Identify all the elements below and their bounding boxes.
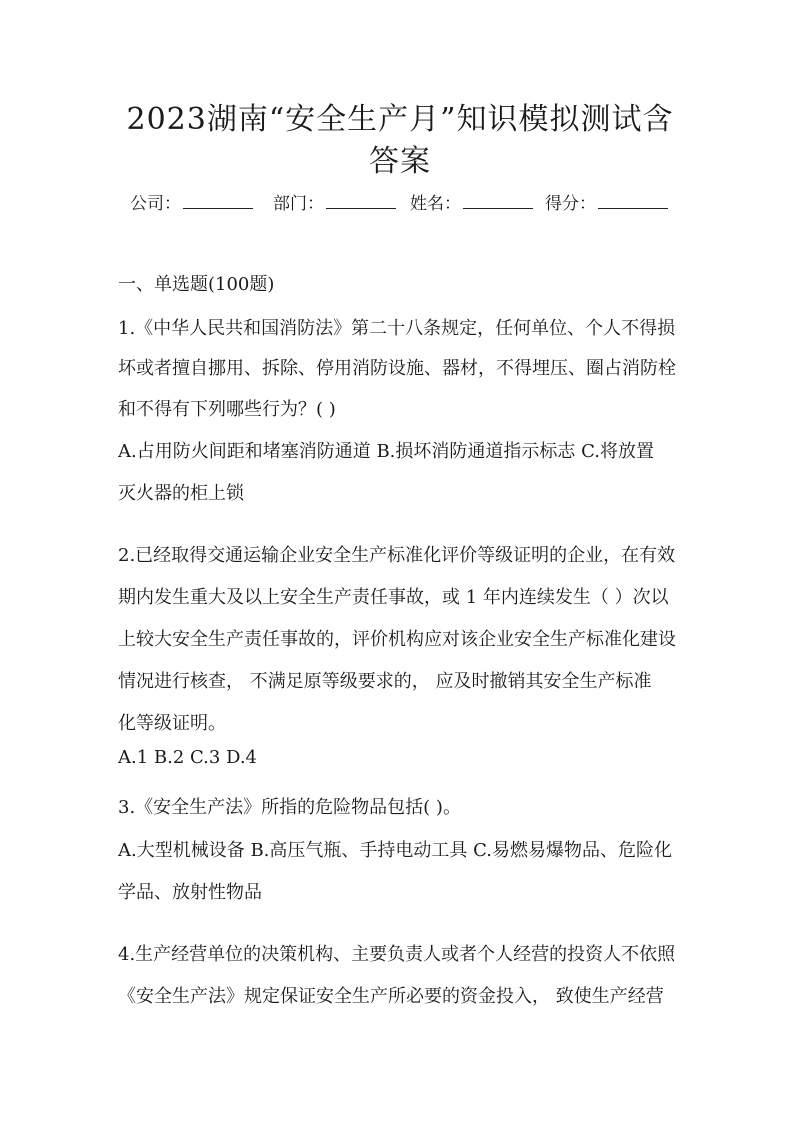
department-blank — [326, 190, 396, 209]
score-blank — [598, 190, 668, 209]
question-2-options: A.1 B.2 C.3 D.4 — [118, 747, 258, 768]
question-4-text: 《安全生产法》规定保证安全生产所必要的资金投入， 致使生产经营 — [118, 986, 664, 1007]
question-2-text: 2.已经取得交通运输企业安全生产标准化评价等级证明的企业，在有效 — [118, 545, 676, 566]
document-title: 2023湖南“安全生产月”知识模拟测试含 — [126, 102, 674, 137]
question-4-text: 4.生产经营单位的决策机构、主要负责人或者个人经营的投资人不依照 — [118, 944, 676, 965]
name-field — [410, 190, 533, 216]
score-label: 得分： — [545, 194, 596, 214]
question-2-text: 期内发生重大及以上安全生产责任事故，或 1 年内连续发生（ ）次以 — [118, 587, 669, 608]
question-1-options: A.占用防火间距和堵塞消防通道 B.损坏消防通道指示标志 C.将放置 — [118, 441, 654, 462]
question-1-text: 1.《中华人民共和国消防法》第二十八条规定，任何单位、个人不得损 — [118, 318, 676, 339]
question-2-text: 情况进行核查， 不满足原等级要求的， 应及时撤销其安全生产标准 — [118, 671, 652, 692]
company-blank — [183, 190, 253, 209]
question-3-options: 学品、放射性物品 — [118, 882, 262, 903]
section-heading: 一、单选题(100题) — [118, 274, 275, 295]
question-3-text: 3.《安全生产法》所指的危险物品包括( )。 — [118, 797, 461, 818]
document-title-continued: 答案 — [369, 144, 431, 179]
company-label: 公司： — [130, 194, 181, 214]
question-2-text: 上较大安全生产责任事故的，评价机构应对该企业安全生产标准化建设 — [118, 629, 676, 650]
name-blank — [463, 190, 533, 209]
question-2-text: 化等级证明。 — [118, 713, 226, 734]
score-field — [545, 190, 668, 216]
question-1-text: 坏或者擅自挪用、拆除、停用消防设施、器材，不得埋压、圈占消防栓 — [118, 358, 676, 379]
question-3-options: A.大型机械设备 B.高压气瓶、手持电动工具 C.易燃易爆物品、危险化 — [118, 840, 672, 861]
question-1-options: 灭火器的柜上锁 — [118, 483, 244, 504]
department-label: 部门： — [273, 194, 324, 214]
department-field — [273, 190, 396, 216]
name-label: 姓名： — [410, 194, 461, 214]
company-field — [130, 190, 253, 216]
question-1-text: 和不得有下列哪些行为？( ) — [118, 399, 336, 420]
